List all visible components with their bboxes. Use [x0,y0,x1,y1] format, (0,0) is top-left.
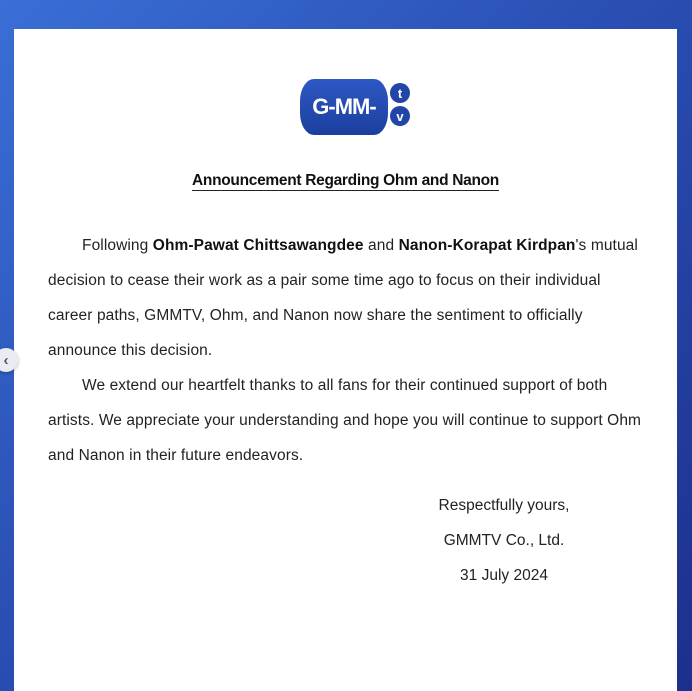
company-name: GMMTV Co., Ltd. [443,532,565,549]
announcement-title: Announcement Regarding Ohm and Nanon [192,172,499,189]
paragraph-1 [48,228,644,368]
p1-text-3: 's mutual decision to cease their work as a pair some time ago to focus on their individual career paths, GMMTV, Ohm, and Nanon now share the sentiment to officially announce this decision. [48,237,638,359]
announcement-date: 31 July 2024 [460,567,548,584]
p1-text-1: Following [82,237,153,254]
gmmtv-logo [300,75,430,135]
p1-name-ohm: Ohm-Pawat Chittsawangdee [152,237,364,254]
announcement-card [14,29,677,691]
logo-badge-v: v [390,106,410,126]
logo-screen: G-MM- [300,79,388,135]
announcement-title-wrap [14,172,677,190]
logo-badge-t: t [390,83,410,103]
closing-line: Respectfully yours, [438,497,570,514]
p1-text-2: and [363,237,399,254]
paragraph-2: We extend our heartfelt thanks to all fans for their continued support of both artists. We appreciate your understanding and hope you will continue to support Ohm and Nanon in their future endeavors. [48,377,642,464]
announcement-body [48,228,644,473]
p1-name-nanon: Nanon-Korapat Kirdpan [398,237,576,254]
chevron-left-icon: ‹ [3,351,9,369]
